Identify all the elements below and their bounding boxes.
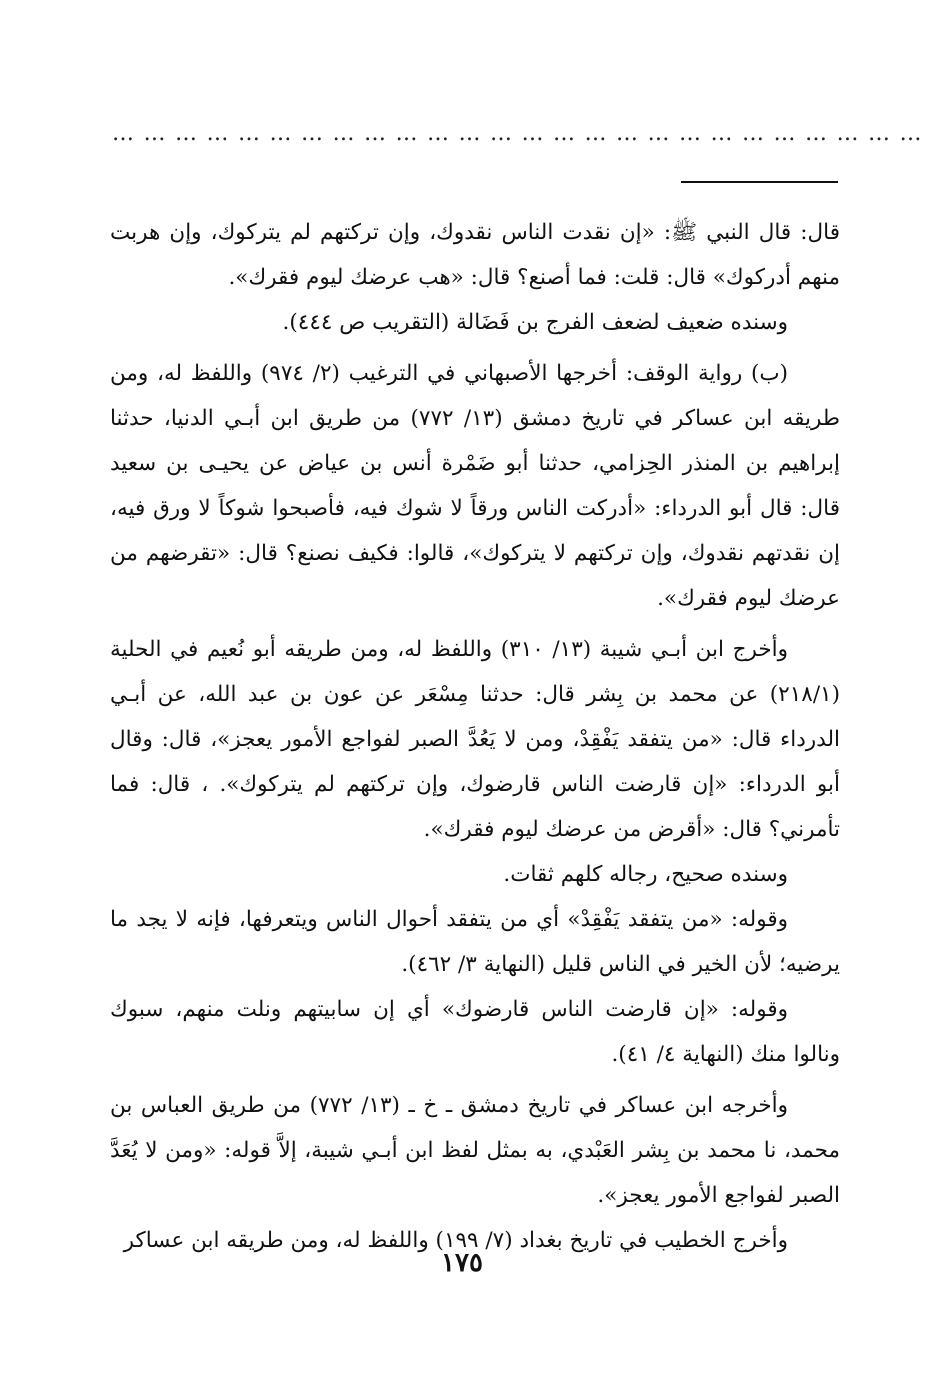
paragraph-3: (ب) رواية الوقف: أخرجها الأصبهاني في الترغيب (٢/ ٩٧٤) واللفظ له، ومن طريقه ابن عساكر في تاريخ دمشق (١٣/ ٧٧٢) من طريق ابن أبـي الدنيا، حدثنا إبراهيم بن المنذر الحِزامي، حدثنا أبو ضَمْرة أنس بن عياض عن يحيـى بن سعيد قال: قال أبو الدرداء: «أدركت الناس ورقاً لا شوك فيه، فأصبحوا شوكاً لا ورق فيه، إن نقدتهم نقدوك، وإن تركتهم لا يتركوك»، قالوا: فكيف نصنع؟ قال: «تقرضهم من عرضك ليوم فقرك». — [110, 361, 841, 611]
paragraph-5: وسنده صحيح، رجاله كلهم ثقات. — [503, 862, 788, 887]
paragraph-4: وأخرج ابن أبـي شيبة (١٣/ ٣١٠) واللفظ له، ومن طريقه أبو نُعيم في الحلية (٢١٨/١) عن محمد بن بِشر قال: حدثنا مِسْعَر عن عون بن عبد الله، عن أبـي الدرداء قال: «من يتفقد يَفْقِدْ، ومن لا يَعُدَّ الصبر لفواجع الأمور يعجز»، قال: وقال أبو الدرداء: «إن قارضت الناس قارضوك، وإن تركتهم لم يتركوك». ، قال: فما تأمرني؟ قال: «أقرض من عرضك ليوم فقرك». — [110, 637, 840, 842]
paragraph-1: قال: قال النبي ﷺ: «إن نقدت الناس نقدوك، وإن تركتهم لم يتركوك، وإن هربت منهم أدركوك» قال: قلت: فما أصنع؟ قال: «هب عرضك ليوم فقرك». — [110, 220, 840, 290]
page-number: ١٧٥ — [441, 1248, 483, 1278]
paragraph-8: وأخرجه ابن عساكر في تاريخ دمشق ـ خ ـ (١٣/ ٧٧٢) من طريق العباس بن محمد، نا محمد بن بِشر العَبْدي، به بمثل لفظ ابن أبـي شيبة، إلاَّ قوله: «ومن لا يُعَدَّ الصبر لفواجع الأمور يعجز». — [110, 1093, 840, 1208]
footnote-separator-dots — [112, 118, 931, 148]
footnote-rule — [681, 181, 838, 183]
paragraph-7: وقوله: «إن قارضت الناس قارضوك» أي إن سابيتهم ونلت منهم، سبوك ونالوا منك (النهاية ٤/ ٤١). — [110, 997, 840, 1067]
paragraph-6: وقوله: «من يتفقد يَفْقِدْ» أي من يتفقد أحوال الناس ويتعرفها، فإنه لا يجد ما يرضيه؛ لأن الخير في الناس قليل (النهاية ٣/ ٤٦٢). — [110, 907, 840, 977]
paragraph-2: وسنده ضعيف لضعف الفرج بن فَضَالة (التقريب ص ٤٤٤). — [282, 310, 788, 335]
separator-dots: …………………………………………………………………… — [112, 120, 931, 146]
paragraph-9: وأخرج الخطيب في تاريخ بغداد (٧/ ١٩٩) واللفظ له، ومن طريقه ابن عساكر — [123, 1228, 788, 1253]
footnote-text-block — [110, 210, 840, 1263]
